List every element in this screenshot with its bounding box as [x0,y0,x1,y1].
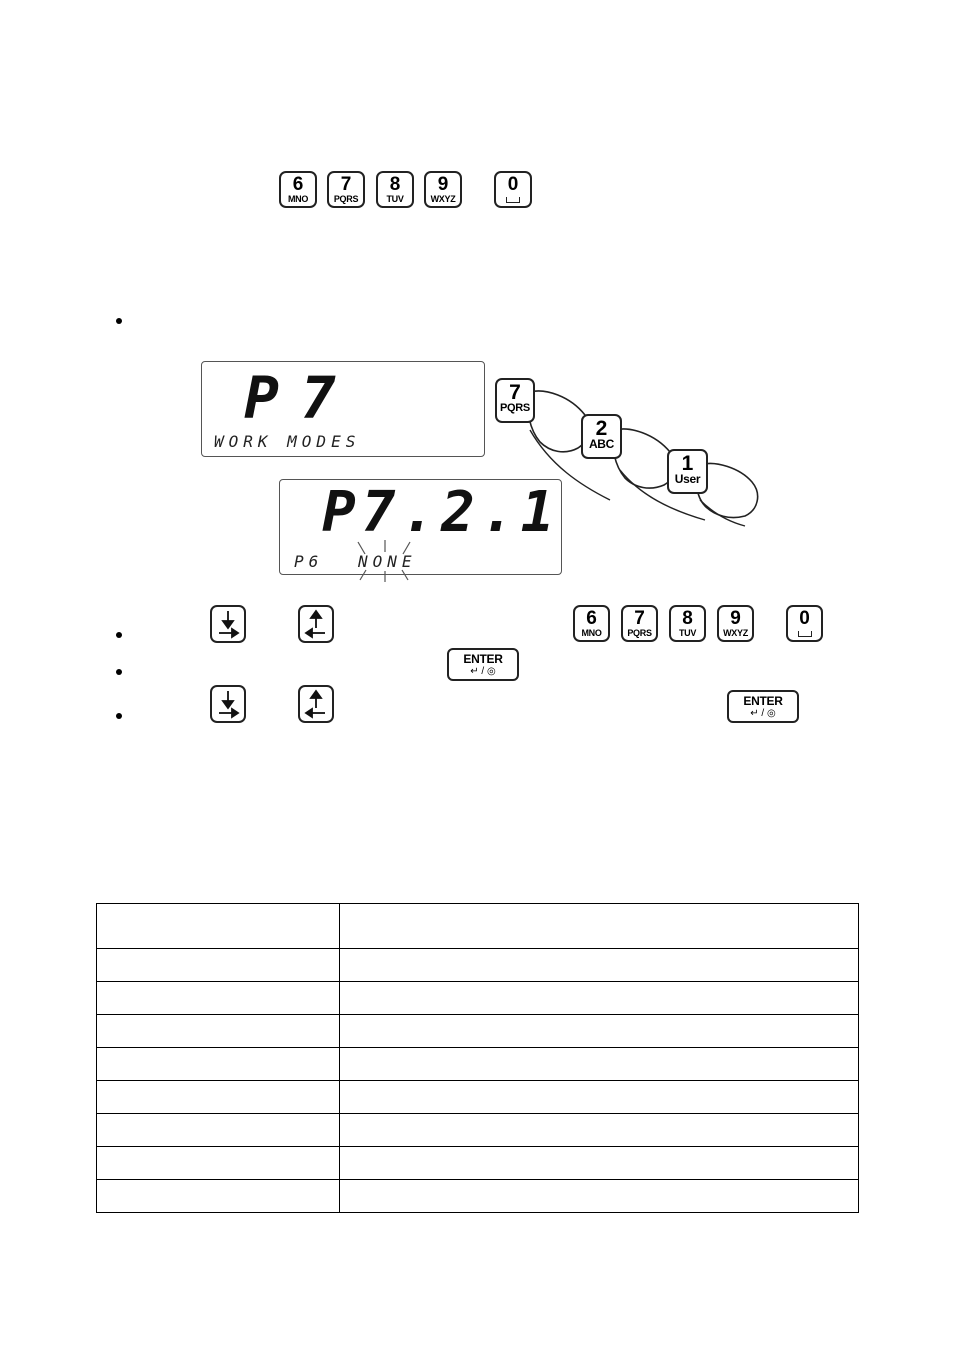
table-cell [340,1015,859,1048]
key-number: 0 [799,608,810,629]
table-row [97,1048,859,1081]
key-number: 9 [730,608,741,629]
table-row [97,1147,859,1180]
table-cell [340,949,859,982]
table-cell [340,982,859,1015]
enter-key-label: ENTER [463,652,503,666]
key-number: 1 [681,452,694,475]
bullet [116,669,122,675]
table-cell [340,1180,859,1213]
key-letters: ABC [588,437,615,451]
key-number: 7 [509,381,521,404]
table-row [97,1015,859,1048]
arrow-down-key[interactable] [210,685,246,723]
table-cell [340,1114,859,1147]
key-letters: MNO [287,194,309,204]
table-cell [97,982,340,1015]
key-number: 8 [389,174,401,195]
enter-return-icon: ↵ / ◎ [750,708,776,719]
key-number: 6 [586,608,597,629]
lcd-main-text: P7 [244,364,358,432]
key-8-mid[interactable] [669,605,706,642]
arrow-up-key[interactable] [298,605,334,643]
table-cell [97,1114,340,1147]
key-letters: PQRS [627,628,652,638]
table-row [97,1114,859,1147]
key-0-top[interactable] [494,171,532,208]
table-cell [340,1147,859,1180]
table-row [97,949,859,982]
bullet [116,632,122,638]
arrow-down-right-icon [212,607,244,641]
arrow-up-key[interactable] [298,685,334,723]
key-number: 9 [437,174,449,195]
lcd-sub-text: WORK MODES [214,432,361,451]
enter-key-label: ENTER [743,694,783,708]
table-cell [97,1048,340,1081]
finger-key-7 [495,378,535,423]
key-letters: PQRS [333,194,359,204]
key-letters: WXYZ [723,628,748,638]
key-number: 6 [292,174,304,195]
arrow-down-right-icon [212,687,244,721]
enter-key[interactable] [447,648,519,681]
key-letters: WXYZ [430,194,456,204]
arrow-up-left-icon [300,607,332,641]
key-letters: TUV [386,194,404,204]
enter-return-icon: ↵ / ◎ [470,666,496,677]
key-letters: PQRS [500,402,530,414]
key-7-top[interactable] [327,171,365,208]
key-number: 2 [595,417,608,440]
key-number: 7 [340,174,352,195]
key-9-mid[interactable] [717,605,754,642]
key-number: 0 [507,174,519,195]
table-row [97,982,859,1015]
key-number: 8 [682,608,693,629]
bullet [116,713,122,719]
enter-key[interactable] [727,690,799,723]
key-7-mid[interactable] [621,605,658,642]
table-cell [97,949,340,982]
key-6-top[interactable] [279,171,317,208]
table-cell [97,904,340,949]
table-cell [340,904,859,949]
table-cell [340,1081,859,1114]
table-row [97,1180,859,1213]
lcd-main-text: P7.2.1 [322,480,561,545]
key-9-top[interactable] [424,171,462,208]
finger-key-1 [667,449,708,494]
table-row [97,1081,859,1114]
key-letters: User [674,472,701,486]
blink-rays-icon [340,538,430,583]
key-number: 7 [634,608,645,629]
arrow-up-left-icon [300,687,332,721]
space-icon [506,197,520,203]
table-cell [97,1081,340,1114]
space-icon [798,631,812,637]
lcd-sub-right: NONE [358,552,417,571]
table-cell [97,1015,340,1048]
arrow-down-key[interactable] [210,605,246,643]
key-letters: MNO [581,628,602,638]
key-8-top[interactable] [376,171,414,208]
table-cell [340,1048,859,1081]
parameter-table [96,903,859,1213]
lcd-display-top [201,361,485,457]
table-cell [97,1180,340,1213]
lcd-sub-left: P6 [294,552,324,571]
key-0-mid[interactable] [786,605,823,642]
table-header-row [97,904,859,949]
bullet [116,318,122,324]
key-letters: TUV [678,628,697,638]
table-cell [97,1147,340,1180]
finger-key-2 [581,414,622,459]
key-6-mid[interactable] [573,605,610,642]
